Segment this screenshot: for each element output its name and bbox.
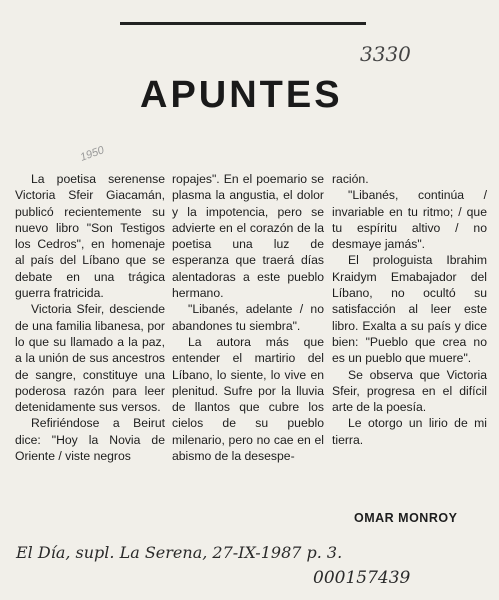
col2-paragraph-2: "Libanés, adelante / no abandones tu siembra".: [172, 302, 324, 333]
article-title: APUNTES: [140, 74, 343, 116]
column-3: [332, 171, 487, 448]
handwritten-source-note: El Día, supl. La Serena, 27-IX-1987 p. 3.: [16, 543, 343, 562]
pencil-mark: 1950: [78, 144, 106, 164]
col1-paragraph-2: Victoria Sfeir, desciende de una familia libanesa, por lo que su llamado a la paz, a la unión de sus ancestros de sangre, constituye una poderosa razón para leer detenidamente sus versos.: [15, 302, 165, 415]
col3-paragraph-4: Se observa que Victoria Sfeir, progresa en el difícil arte de la poesía.: [332, 367, 487, 415]
handwritten-catalog-number: 3330: [360, 42, 411, 66]
col1-paragraph-1: La poetisa serenense Victoria Sfeir Giacamán, publicó recientemente su nuevo libro "Son Testigos los Cedros", en homenaje al país del Líbano que se debate en una trágica guerra fratricida.: [15, 172, 165, 301]
column-1: [15, 171, 165, 464]
author-signature: OMAR MONROY: [354, 511, 458, 525]
handwritten-code: 000157439: [313, 568, 411, 588]
column-2: [172, 171, 324, 464]
col2-paragraph-1: ropajes". En el poemario se plasma la angustia, el dolor y la impotencia, pero se advierte en el corazón de la poetisa una luz de esperanza que traerá días alentadoras a este pueblo hermano.: [172, 172, 324, 301]
col3-paragraph-5: Le otorgo un lirio de mi tierra.: [332, 416, 487, 447]
col3-paragraph-3: El prologuista Ibrahim Kraidym Emabajador del Líbano, no ocultó su satisfacción al leer este libro. Exalta a su país y dice bien: "Pueblo que crea no es un pueblo que muere".: [332, 253, 487, 366]
col3-paragraph-1: ración.: [332, 172, 369, 186]
col2-paragraph-3: La autora más que entender el martirio del Líbano, lo siente, lo vive en plenitud. Sufre por la lluvia de llantos que cubre los cielos de su pueblo milenario, pero no cae en el abismo de la desespe-: [172, 334, 324, 464]
col1-paragraph-3: Refiriéndose a Beirut dice: "Hoy la Novia de Oriente / viste negros: [15, 416, 165, 464]
header-rule: [120, 22, 366, 25]
col3-paragraph-2: "Libanés, continúa / invariable en tu ritmo; / que tu espíritu altivo / no desmaye jamás".: [332, 188, 487, 252]
